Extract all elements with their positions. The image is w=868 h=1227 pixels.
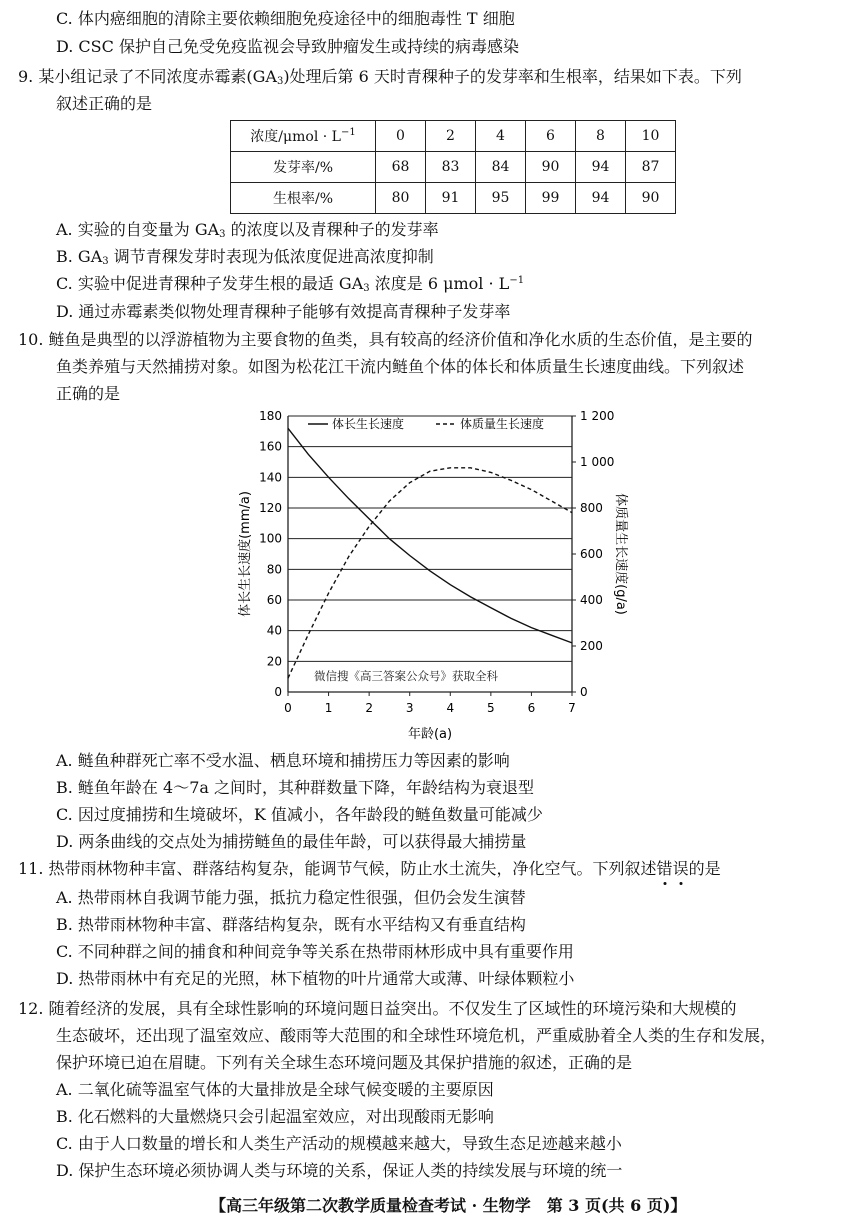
legend-label-1: 体长生长速度 <box>332 417 405 431</box>
y-tick-label: 120 <box>259 501 282 515</box>
y-tick-label: 0 <box>274 685 282 699</box>
table-cell: 83 <box>426 152 476 183</box>
table-cell: 87 <box>626 152 676 183</box>
table-row-rooting <box>231 183 676 214</box>
row-header-germination: 发芽率/% <box>231 152 376 183</box>
row-header-concentration: 浓度$/\mu mol \cdot L^{-1}$ <box>231 121 376 152</box>
y2-axis-label: 体质量生长速度(g/a) <box>613 493 628 615</box>
q12-option-a: A. 二氧化硫等温室气体的大量排放是全球气候变暖的主要原因 <box>56 1080 494 1099</box>
y2-tick-label: 600 <box>580 547 603 561</box>
q8-option-c: C. 体内癌细胞的清除主要依赖细胞免疫途径中的细胞毒性 T 细胞 <box>56 9 515 28</box>
x-tick-label: 3 <box>405 701 414 715</box>
table-cell: 91 <box>426 183 476 214</box>
q12-option-d: D. 保护生态环境必须协调人类与环境的关系，保证人类的持续发展与环境的统一 <box>56 1161 623 1180</box>
y2-tick-label: 200 <box>580 639 603 653</box>
table-cell: 84 <box>476 152 526 183</box>
y2-tick-label: 0 <box>580 685 588 699</box>
y-tick-label: 80 <box>266 562 282 577</box>
y-tick-label: 40 <box>266 623 282 638</box>
q10-stem-line1: 10. 鲢鱼是典型的以浮游植物为主要食物的鱼类，具有较高的经济价值和净化水质的生态价值，是主要的 <box>18 330 753 349</box>
x-tick-label: 0 <box>284 701 292 715</box>
q10-option-d: D. 两条曲线的交点处为捕捞鲢鱼的最佳年龄，可以获得最大捕捞量 <box>56 832 527 851</box>
y2-tick-label: 1 200 <box>580 409 615 423</box>
x-tick-label: 1 <box>324 701 333 715</box>
q9-stem-line2: 叙述正确的是 <box>56 94 153 113</box>
q12-stem-line2: 生态破坏，还出现了温室效应、酸雨等大范围的和全球性环境危机，严重威胁着全人类的生存和发展， <box>56 1026 777 1045</box>
table-cell: 0 <box>376 121 426 152</box>
growth-rate-chart <box>235 402 628 744</box>
q11-option-c: C. 不同种群之间的捕食和种间竞争等关系在热带雨林形成中具有重要作用 <box>56 942 574 961</box>
q12-option-b: B. 化石燃料的大量燃烧只会引起温室效应，对出现酸雨无影响 <box>56 1107 494 1126</box>
q12-stem-line3: 保护环境已迫在眉睫。下列有关全球生态环境问题及其保护措施的叙述，正确的是 <box>56 1053 633 1072</box>
y-axis-label: 体长生长速度(mm/a) <box>238 491 253 617</box>
q10-option-c: C. 因过度捕捞和生境破坏，K 值减小，各年龄段的鲢鱼数量可能减少 <box>56 805 543 824</box>
q8-option-d: D. CSC 保护自己免受免疫监视会导致肿瘤发生或持续的病毒感染 <box>56 37 519 56</box>
q9-option-a: A. 实验的自变量为 $GA_3$ 的浓度以及青稞种子的发芽率 <box>56 220 439 240</box>
row-header-rooting: 生根率/% <box>231 183 376 214</box>
q10-option-b: B. 鲢鱼年龄在 4～7a 之间时，其种群数量下降，年龄结构为衰退型 <box>56 778 535 797</box>
table-cell: 99 <box>526 183 576 214</box>
y-tick-label: 20 <box>266 654 282 669</box>
table-cell: 6 <box>526 121 576 152</box>
y-tick-label: 140 <box>259 470 282 485</box>
x-tick-label: 6 <box>527 701 536 715</box>
series-line-2 <box>288 468 572 678</box>
table-cell: 90 <box>526 152 576 183</box>
q9-data-table <box>230 120 676 214</box>
q9-option-d: D. 通过赤霉素类似物处理青稞种子能够有效提高青稞种子发芽率 <box>56 302 511 321</box>
table-cell: 10 <box>626 121 676 152</box>
x-tick-label: 7 <box>568 701 576 715</box>
y-tick-label: 100 <box>259 531 282 546</box>
table-row-germination <box>231 152 676 183</box>
table-cell: 94 <box>576 152 626 183</box>
legend-label-2: 体质量生长速度 <box>460 417 545 431</box>
table-cell: 68 <box>376 152 426 183</box>
emphasis-char: 误 <box>672 859 689 878</box>
q12-stem-line1: 12. 随着经济的发展，具有全球性影响的环境问题日益突出。不仅发生了区域性的环境污染和大规模的 <box>18 999 737 1018</box>
q9-option-b: B. $GA_3$ 调节青稞发芽时表现为低浓度促进高浓度抑制 <box>56 247 434 267</box>
q10-stem-line2: 鱼类养殖与天然捕捞对象。如图为松花江干流内鲢鱼个体的体长和体质量生长速度曲线。下列叙述 <box>56 357 745 376</box>
table-cell: 95 <box>476 183 526 214</box>
q11-option-b: B. 热带雨林物种丰富、群落结构复杂，既有水平结构又有垂直结构 <box>56 915 526 934</box>
table-cell: 8 <box>576 121 626 152</box>
q9-option-c: C. 实验中促进青稞种子发芽生根的最适 $GA_3$ 浓度是 6 $\mu mol \cdot L^{-1}$ <box>56 274 525 294</box>
table-row-concentration <box>231 121 676 152</box>
x-tick-label: 5 <box>487 701 495 715</box>
table-cell: 2 <box>426 121 476 152</box>
q11-option-d: D. 热带雨林中有充足的光照，林下植物的叶片通常大或薄、叶绿体颗粒小 <box>56 969 575 988</box>
q12-option-c: C. 由于人口数量的增长和人类生产活动的规模越来越大，导致生态足迹越来越小 <box>56 1134 622 1153</box>
y-tick-label: 180 <box>259 409 282 423</box>
x-axis-label: 年龄(a) <box>407 727 453 742</box>
q10-stem-line3: 正确的是 <box>56 384 121 403</box>
y2-tick-label: 1 000 <box>580 455 615 469</box>
table-cell: 80 <box>376 183 426 214</box>
emphasis-char: 错 <box>656 859 673 878</box>
x-tick-label: 4 <box>446 701 455 715</box>
q11-option-a: A. 热带雨林自我调节能力强，抵抗力稳定性很强，但仍会发生演替 <box>56 888 526 907</box>
table-cell: 94 <box>576 183 626 214</box>
series-line-1 <box>288 428 572 643</box>
chart-annotation: 微信搜《高三答案公众号》获取全科 <box>314 669 498 683</box>
y2-tick-label: 800 <box>580 501 603 515</box>
y2-tick-label: 400 <box>580 593 603 607</box>
q9-stem-line1: 9. 某小组记录了不同浓度赤霉素$(GA_3)$处理后第 6 天时青稞种子的发芽率和生根率，结果如下表。下列 <box>18 67 742 87</box>
y-tick-label: 160 <box>259 439 282 454</box>
x-tick-label: 2 <box>365 701 373 715</box>
q10-option-a: A. 鲢鱼种群死亡率不受水温、栖息环境和捕捞压力等因素的影响 <box>56 751 510 770</box>
table-cell: 4 <box>476 121 526 152</box>
q11-stem: 11. 热带雨林物种丰富、群落结构复杂，能调节气候，防止水土流失，净化空气。下列叙述错误的是 <box>18 859 721 878</box>
page-footer: 【高三年级第二次教学质量检查考试 · 生物学 第 3 页(共 6 页)】 <box>210 1196 687 1215</box>
table-cell: 90 <box>626 183 676 214</box>
y-tick-label: 60 <box>266 593 282 607</box>
